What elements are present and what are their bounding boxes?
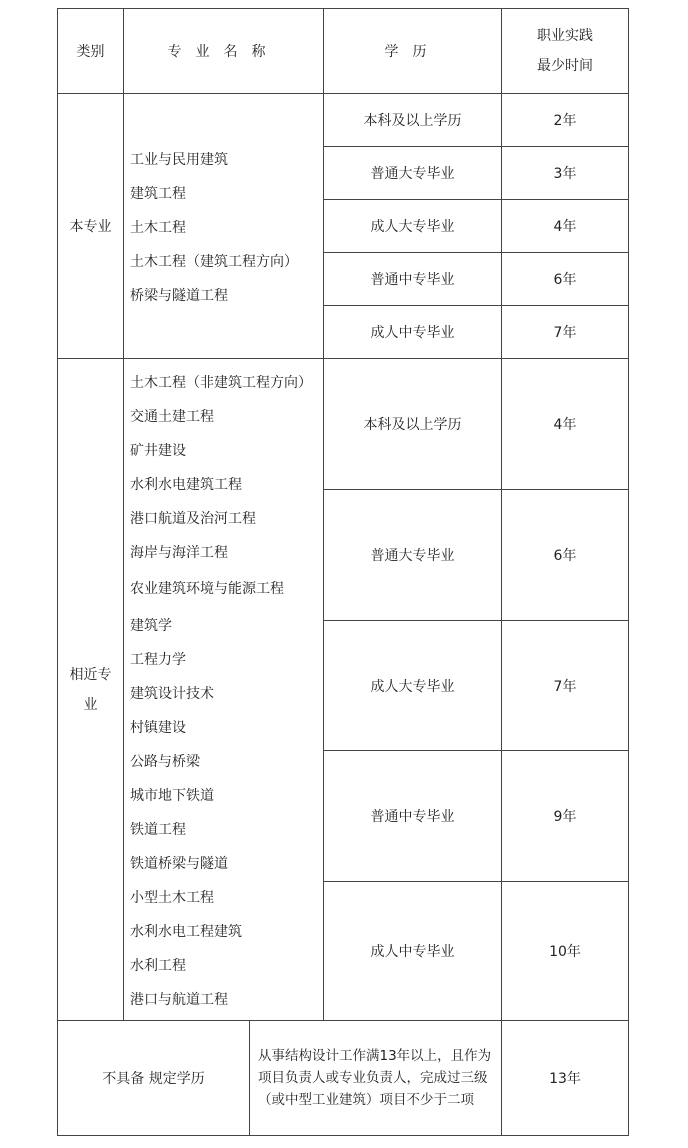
table-hline <box>57 1020 629 1021</box>
header-major-name <box>124 9 323 93</box>
header-practice-time-line2: 最少时间 <box>537 58 593 74</box>
major-list-item: 土木工程 <box>130 220 186 236</box>
education-cell: 普通大专毕业 <box>370 548 455 564</box>
major-list-item: 交通土建工程 <box>130 409 214 425</box>
major-list-item: 桥梁与隧道工程 <box>130 288 228 304</box>
this-major-label-text: 本专业 <box>69 219 112 235</box>
no-degree-description <box>250 1021 501 1135</box>
practice-time-cell: 2年 <box>553 113 577 129</box>
practice-time-cell: 7年 <box>553 325 577 341</box>
major-list-item: 小型土木工程 <box>130 890 214 906</box>
header-category-text: 类别 <box>76 44 105 60</box>
major-list-item: 铁道桥梁与隧道 <box>130 856 228 872</box>
education-cell: 成人大专毕业 <box>370 678 455 695</box>
major-list-item: 港口航道及治河工程 <box>130 511 256 527</box>
education-cell: 普通大专毕业 <box>370 166 455 182</box>
education-cell: 成人大专毕业 <box>370 219 455 235</box>
major-list-item: 水利水电建筑工程 <box>130 477 242 493</box>
no-degree-time-text: 13年 <box>549 1071 581 1087</box>
major-list-item: 工程力学 <box>130 652 186 668</box>
major-list-item: 港口与航道工程 <box>130 992 228 1008</box>
major-list-item: 水利水电工程建筑 <box>130 924 242 940</box>
major-list-item: 农业建筑环境与能源工程 <box>130 581 284 597</box>
major-list-item: 村镇建设 <box>130 720 186 736</box>
header-education <box>324 9 501 93</box>
header-practice-time-line1: 职业实践 <box>537 28 593 44</box>
practice-time-cell: 4年 <box>553 219 577 235</box>
table-vline <box>123 8 124 1020</box>
major-list-item: 公路与桥梁 <box>130 754 200 770</box>
education-cell: 成人中专毕业 <box>370 325 455 341</box>
section-related-major-label <box>58 359 123 1020</box>
section-this-major-label <box>58 94 123 358</box>
practice-time-cell: 3年 <box>553 166 577 182</box>
major-list-item: 水利工程 <box>130 958 186 974</box>
practice-time-cell: 4年 <box>553 417 577 433</box>
education-cell: 本科及以上学历 <box>363 417 462 433</box>
related-major-label-line2: 业 <box>83 696 98 713</box>
practice-time-cell: 10年 <box>549 944 581 960</box>
header-major-name-text: 专业名称 <box>167 44 280 60</box>
major-list-item: 土木工程（建筑工程方向） <box>130 254 298 270</box>
header-practice-time <box>502 9 628 93</box>
practice-time-cell: 9年 <box>553 809 577 825</box>
major-list-item: 城市地下铁道 <box>130 788 214 804</box>
major-list-item: 建筑学 <box>130 618 172 634</box>
no-degree-label-text: 不具备 规定学历 <box>102 1071 205 1087</box>
no-degree-description-text: 从事结构设计工作满13年以上，且作为项目负责人或专业负责人，完成过三级（或中型工业建筑）项目不少于二项 <box>258 1048 492 1108</box>
table-vline <box>249 1020 250 1136</box>
major-list-item: 土木工程（非建筑工程方向） <box>130 375 312 391</box>
section-no-degree-label <box>58 1021 249 1135</box>
no-degree-time <box>502 1021 628 1135</box>
header-education-text: 学历 <box>384 44 441 60</box>
major-list-item: 铁道工程 <box>130 822 186 838</box>
education-cell: 普通中专毕业 <box>370 809 455 825</box>
major-list-item: 矿井建设 <box>130 443 186 459</box>
related-major-label-line1: 相近专 <box>69 666 112 683</box>
practice-time-cell: 7年 <box>553 678 577 695</box>
major-list-item: 建筑设计技术 <box>130 686 214 702</box>
practice-time-cell: 6年 <box>553 548 577 564</box>
major-list-item: 工业与民用建筑 <box>130 152 228 168</box>
major-list-item: 建筑工程 <box>130 186 186 202</box>
header-category <box>58 9 123 93</box>
education-cell: 本科及以上学历 <box>363 113 462 129</box>
education-cell: 成人中专毕业 <box>370 944 455 960</box>
education-cell: 普通中专毕业 <box>370 272 455 288</box>
major-list-item: 海岸与海洋工程 <box>130 545 228 561</box>
practice-time-cell: 6年 <box>553 272 577 288</box>
